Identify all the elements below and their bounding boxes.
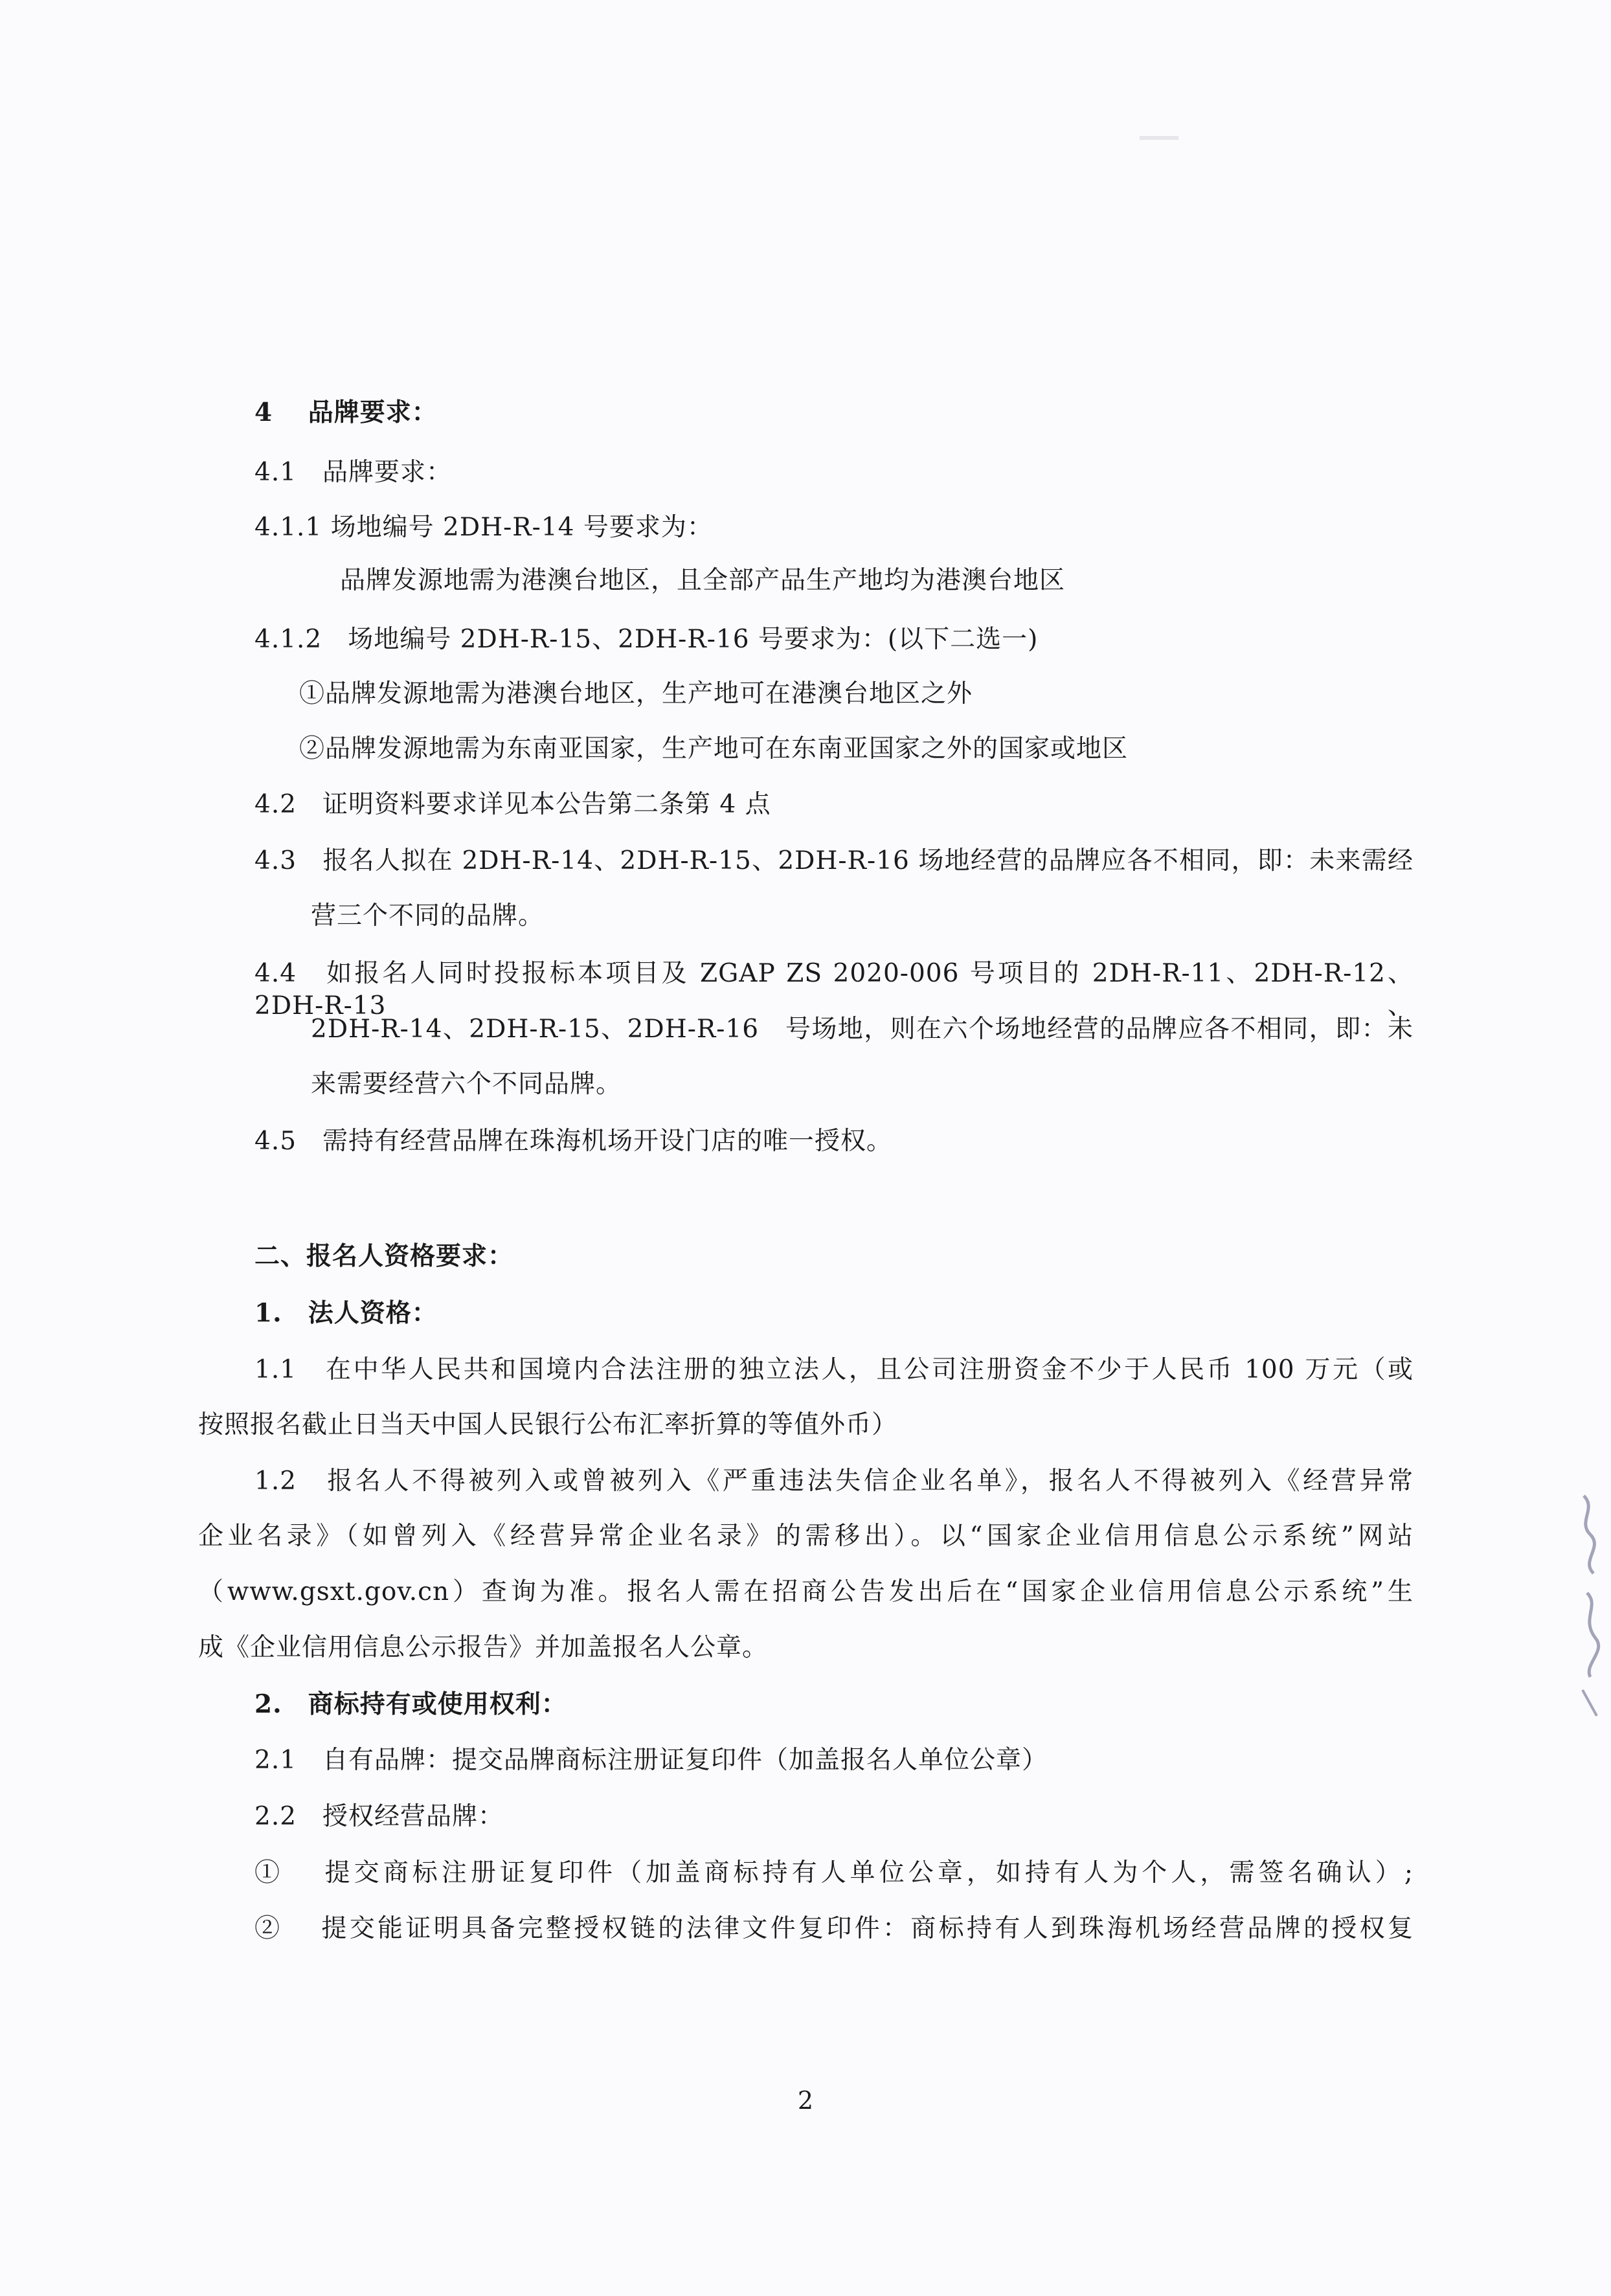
clause-2-1: 2.1 自有品牌：提交品牌商标注册证复印件（加盖报名人单位公章） [254,1746,1048,1775]
clause-1-2-line3: （www.gsxt.gov.cn）查询为准。报名人需在招商公告发出后在“国家企业信用信息公示系统”生 [198,1577,1414,1606]
clause-4-3-line2: 营三个不同的品牌。 [311,901,545,930]
clause-1-1-line1: 1.1 在中华人民共和国境内合法注册的独立法人，且公司注册资金不少于人民币 100 万元（或 [254,1355,1414,1384]
clause-4-1: 4.1 品牌要求： [254,458,453,487]
option-2: ②品牌发源地需为东南亚国家，生产地可在东南亚国家之外的国家或地区 [299,734,1129,763]
page-number: 2 [797,2086,814,2115]
clause-4-1-1-body: 品牌发源地需为港澳台地区，且全部产品生产地均为港澳台地区 [340,566,1066,595]
option-1: ①品牌发源地需为港澳台地区，生产地可在港澳台地区之外 [299,679,973,708]
clause-1-1-line2: 按照报名截止日当天中国人民银行公布汇率折算的等值外币） [198,1410,898,1439]
clause-1-2-line4: 成《企业信用信息公示报告》并加盖报名人公章。 [198,1633,769,1662]
clause-4-2: 4.2 证明资料要求详见本公告第二条第 4 点 [254,790,771,819]
clause-4-4-line2: 2DH-R-14、2DH-R-15、2DH-R-16 号场地，则在六个场地经营的品牌应各不相同，即：未 [311,1015,1414,1044]
clause-4-3-line1: 4.3 报名人拟在 2DH-R-14、2DH-R-15、2DH-R-16 场地经营的品牌应各不相同，即：未来需经 [254,846,1414,875]
clause-1-2-line2: 企业名录》（如曾列入《经营异常企业名录》的需移出）。以“国家企业信用信息公示系统”网站 [198,1522,1414,1551]
clause-4-1-1: 4.1.1 场地编号 2DH-R-14 号要求为： [254,513,713,542]
clause-4-4-line1: 4.4 如报名人同时投报标本项目及 ZGAP ZS 2020-006 号项目的 2DH-R-11、2DH-R-12、2DH-R-13、 [254,959,1414,1020]
section-2-heading: 二、报名人资格要求： [254,1241,514,1271]
clause-4-1-2: 4.1.2 场地编号 2DH-R-15、2DH-R-16 号要求为：(以下二选一) [254,625,1039,654]
sub-item-1: ① 提交商标注册证复印件（加盖商标持有人单位公章，如持有人为个人，需签名确认）; [254,1858,1414,1887]
subheading-trademark: 2. 商标持有或使用权利： [254,1689,567,1719]
subheading-legal-entity: 1. 法人资格： [254,1298,438,1328]
section-4-heading: 4 品牌要求： [254,398,438,427]
sub-item-2: ② 提交能证明具备完整授权链的法律文件复印件：商标持有人到珠海机场经营品牌的授权复 [254,1914,1414,1943]
binding-edge-marks [1571,1483,1611,1729]
clause-4-4-line3: 来需要经营六个不同品牌。 [311,1070,622,1099]
clause-4-5: 4.5 需持有经营品牌在珠海机场开设门店的唯一授权。 [254,1127,893,1156]
clause-1-2-line1: 1.2 报名人不得被列入或曾被列入《严重违法失信企业名单》，报名人不得被列入《经营异常 [254,1467,1414,1496]
clause-2-2: 2.2 授权经营品牌： [254,1802,504,1831]
scan-artifact [1140,136,1178,140]
